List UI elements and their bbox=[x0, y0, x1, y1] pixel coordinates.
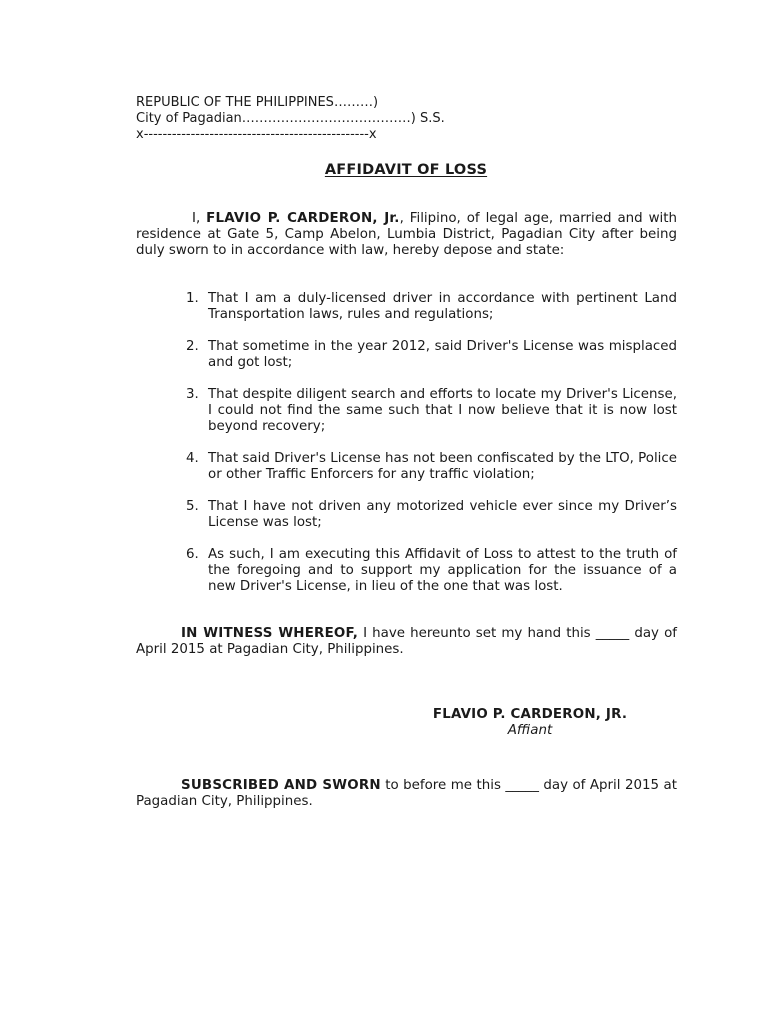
list-item bbox=[136, 499, 677, 531]
list-item-number: 2. bbox=[186, 339, 199, 354]
witness-lead: IN WITNESS WHEREOF, bbox=[181, 626, 358, 641]
witness-rest: I have hereunto set my hand this _____ day of April 2015 at Pagadian City, Philippines. bbox=[136, 626, 677, 657]
statement-list bbox=[136, 291, 677, 611]
document-title-container bbox=[0, 162, 768, 178]
affiant-role: Affiant bbox=[507, 723, 553, 738]
signature-block bbox=[380, 707, 680, 739]
list-item-text: That despite diligent search and efforts to locate my Driver's License, I could not find the same such that I now believe that it is now lost beyond recovery; bbox=[208, 387, 677, 434]
list-item-text: As such, I am executing this Affidavit of Loss to attest to the truth of the foregoing and to support my application for the issuance of a new Driver's License, in lieu of the one that was lost. bbox=[208, 547, 677, 594]
venue-caption bbox=[136, 95, 445, 143]
list-item-text: That I am a duly-licensed driver in accordance with pertinent Land Transportation laws, rules and regulations; bbox=[208, 291, 677, 322]
intro-paragraph bbox=[136, 211, 677, 259]
caption-city: City of Pagadian…………………………………) S.S. bbox=[136, 111, 445, 126]
list-item-text: That sometime in the year 2012, said Driver's License was misplaced and got lost; bbox=[208, 339, 677, 370]
list-item-number: 5. bbox=[186, 499, 199, 514]
jurat-lead: SUBSCRIBED AND SWORN bbox=[181, 778, 381, 793]
jurat-rest: to before me this _____ day of April 2015 at Pagadian City, Philippines. bbox=[136, 778, 677, 809]
list-item bbox=[136, 547, 677, 595]
list-item-number: 3. bbox=[186, 387, 199, 402]
list-item bbox=[136, 339, 677, 371]
list-item-text: That I have not driven any motorized vehicle ever since my Driver’s License was lost; bbox=[208, 499, 677, 530]
caption-republic: REPUBLIC OF THE PHILIPPINES………) bbox=[136, 95, 379, 110]
caption-divider: x------------------------------------------------x bbox=[136, 127, 377, 142]
list-item-text: That said Driver's License has not been confiscated by the LTO, Police or other Traffic Enforcers for any traffic violation; bbox=[208, 451, 677, 482]
intro-pre: I, bbox=[192, 211, 207, 226]
intro-rest: , Filipino, of legal age, married and with residence at Gate 5, Camp Abelon, Lumbia District, Pagadian City after being duly sworn to in accordance with law, hereby depose and state: bbox=[136, 211, 677, 258]
list-item-number: 4. bbox=[186, 451, 199, 466]
list-item-number: 6. bbox=[186, 547, 199, 562]
jurat-paragraph bbox=[136, 778, 677, 810]
list-item bbox=[136, 291, 677, 323]
affiant-name-inline: FLAVIO P. CARDERON, Jr. bbox=[206, 211, 400, 226]
list-item bbox=[136, 451, 677, 483]
affiant-signature-name: FLAVIO P. CARDERON, JR. bbox=[432, 707, 628, 722]
document-title: AFFIDAVIT OF LOSS bbox=[324, 162, 488, 178]
list-item bbox=[136, 387, 677, 435]
list-item-number: 1. bbox=[186, 291, 199, 306]
witness-paragraph bbox=[136, 626, 677, 658]
